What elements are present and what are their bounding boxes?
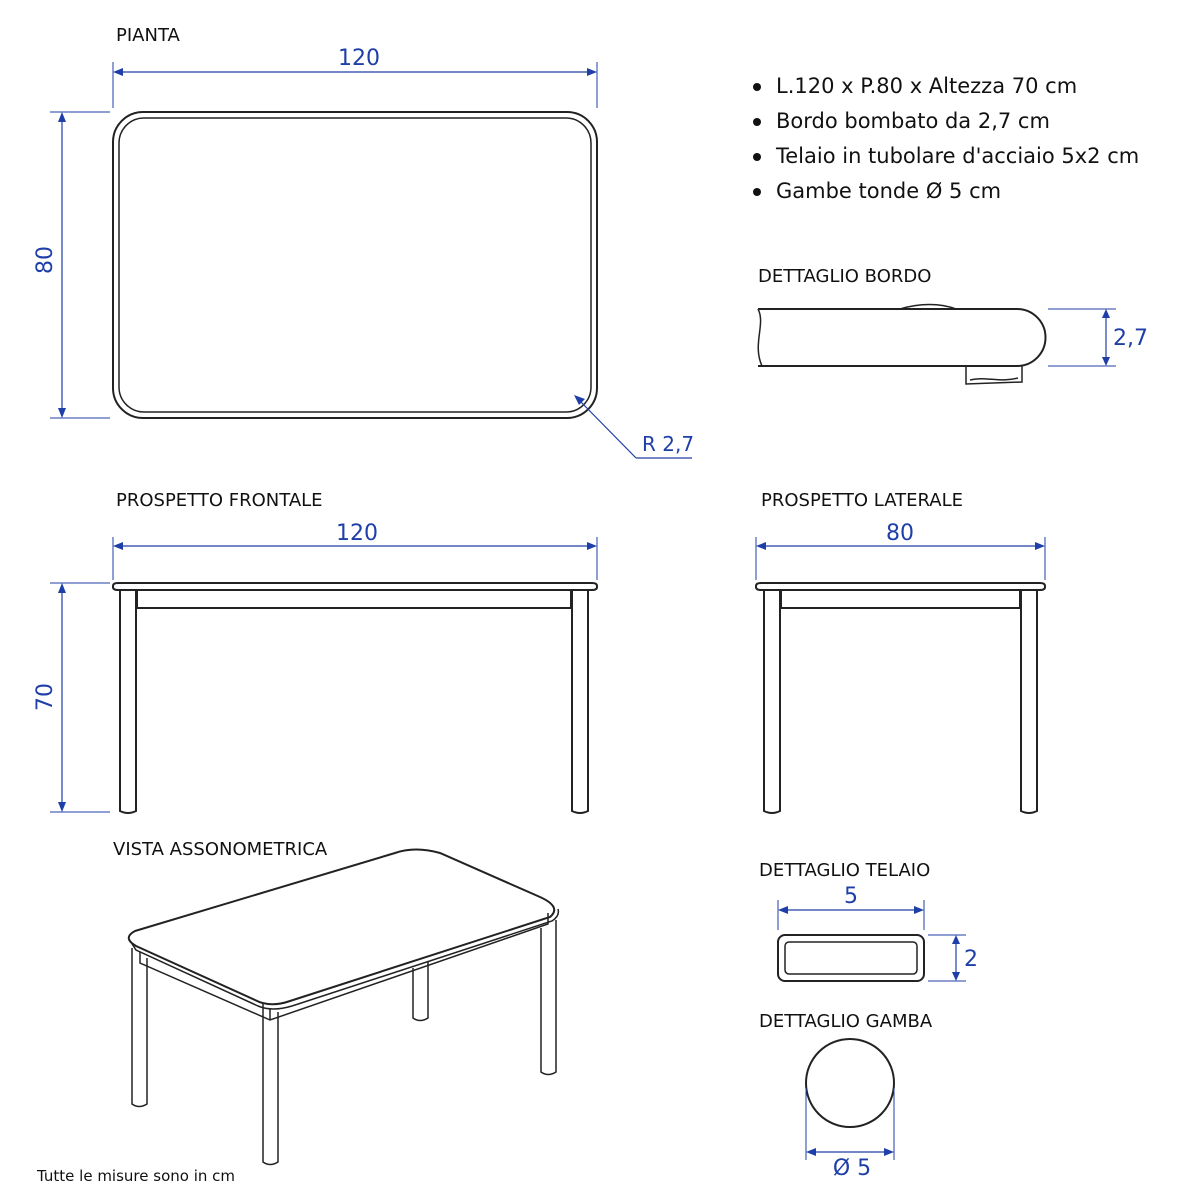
front-leg-right bbox=[572, 590, 588, 813]
spec-bullet-icon bbox=[753, 118, 761, 126]
front-frame-rail bbox=[137, 590, 571, 608]
frame-detail bbox=[759, 860, 978, 981]
spec-bullet-icon bbox=[753, 153, 761, 161]
spec-bullet-icon bbox=[753, 188, 761, 196]
iso-leg-back bbox=[413, 962, 428, 1021]
front-width-dimension bbox=[113, 521, 597, 580]
edge-thickness-label: 2,7 bbox=[1113, 326, 1148, 351]
spec-item: Gambe tonde Ø 5 cm bbox=[776, 179, 1002, 203]
side-view bbox=[756, 490, 1045, 813]
spec-item: Bordo bombato da 2,7 cm bbox=[776, 109, 1050, 133]
plan-depth-label: 80 bbox=[33, 246, 58, 274]
frame-width-dimension bbox=[778, 884, 924, 930]
plan-title: PIANTA bbox=[116, 25, 180, 46]
side-depth-label: 80 bbox=[886, 521, 914, 546]
iso-frame-rail bbox=[140, 913, 548, 1020]
iso-view-title: VISTA ASSONOMETRICA bbox=[113, 839, 328, 860]
frame-detail-title: DETTAGLIO TELAIO bbox=[759, 860, 931, 881]
leg-diameter-dimension bbox=[806, 1088, 894, 1181]
front-width-label: 120 bbox=[336, 521, 378, 546]
plan-tabletop-inner bbox=[119, 118, 591, 412]
spec-item: L.120 x P.80 x Altezza 70 cm bbox=[776, 74, 1078, 98]
iso-leg-left bbox=[132, 948, 147, 1107]
plan-width-dimension bbox=[113, 46, 597, 108]
front-tabletop bbox=[113, 583, 597, 590]
leg-detail bbox=[759, 1011, 933, 1181]
plan-width-label: 120 bbox=[338, 46, 380, 71]
iso-tabletop bbox=[129, 850, 554, 1005]
edge-detail bbox=[758, 266, 1148, 384]
frame-height-label: 2 bbox=[964, 947, 978, 972]
side-view-title: PROSPETTO LATERALE bbox=[761, 490, 963, 511]
edge-frame-break bbox=[970, 378, 1018, 380]
edge-frame-tube bbox=[966, 366, 1022, 384]
footer-note: Tutte le misure sono in cm bbox=[37, 1167, 235, 1185]
leg-detail-title: DETTAGLIO GAMBA bbox=[759, 1011, 933, 1032]
side-depth-dimension bbox=[756, 521, 1045, 580]
side-frame-rail bbox=[781, 590, 1020, 608]
spec-bullet-icon bbox=[753, 83, 761, 91]
edge-break-line bbox=[758, 309, 762, 366]
edge-thickness-dimension bbox=[1048, 309, 1148, 366]
front-view bbox=[33, 490, 597, 813]
front-leg-left bbox=[120, 590, 136, 813]
spec-item: Telaio in tubolare d'acciaio 5x2 cm bbox=[776, 144, 1140, 168]
iso-leg-right bbox=[541, 920, 556, 1075]
edge-profile bbox=[758, 309, 1046, 366]
leg-diameter-label: Ø 5 bbox=[832, 1156, 872, 1181]
frame-height-dimension bbox=[928, 935, 978, 981]
front-view-title: PROSPETTO FRONTALE bbox=[116, 490, 323, 511]
leg-section-circle bbox=[806, 1039, 894, 1127]
side-leg-left bbox=[764, 590, 780, 813]
plan-radius-label: R 2,7 bbox=[642, 432, 695, 456]
spec-list bbox=[753, 74, 1139, 203]
side-tabletop bbox=[756, 583, 1045, 590]
plan-tabletop-outer bbox=[113, 112, 597, 418]
edge-detail-title: DETTAGLIO BORDO bbox=[758, 266, 932, 287]
front-height-label: 70 bbox=[33, 683, 58, 711]
side-leg-right bbox=[1021, 590, 1037, 813]
frame-width-label: 5 bbox=[844, 884, 858, 909]
plan-view bbox=[33, 25, 694, 458]
iso-view bbox=[113, 839, 558, 1165]
front-height-dimension bbox=[33, 583, 110, 812]
iso-leg-front bbox=[263, 1004, 278, 1165]
frame-tube-inner bbox=[785, 942, 917, 974]
plan-depth-dimension bbox=[33, 112, 110, 418]
